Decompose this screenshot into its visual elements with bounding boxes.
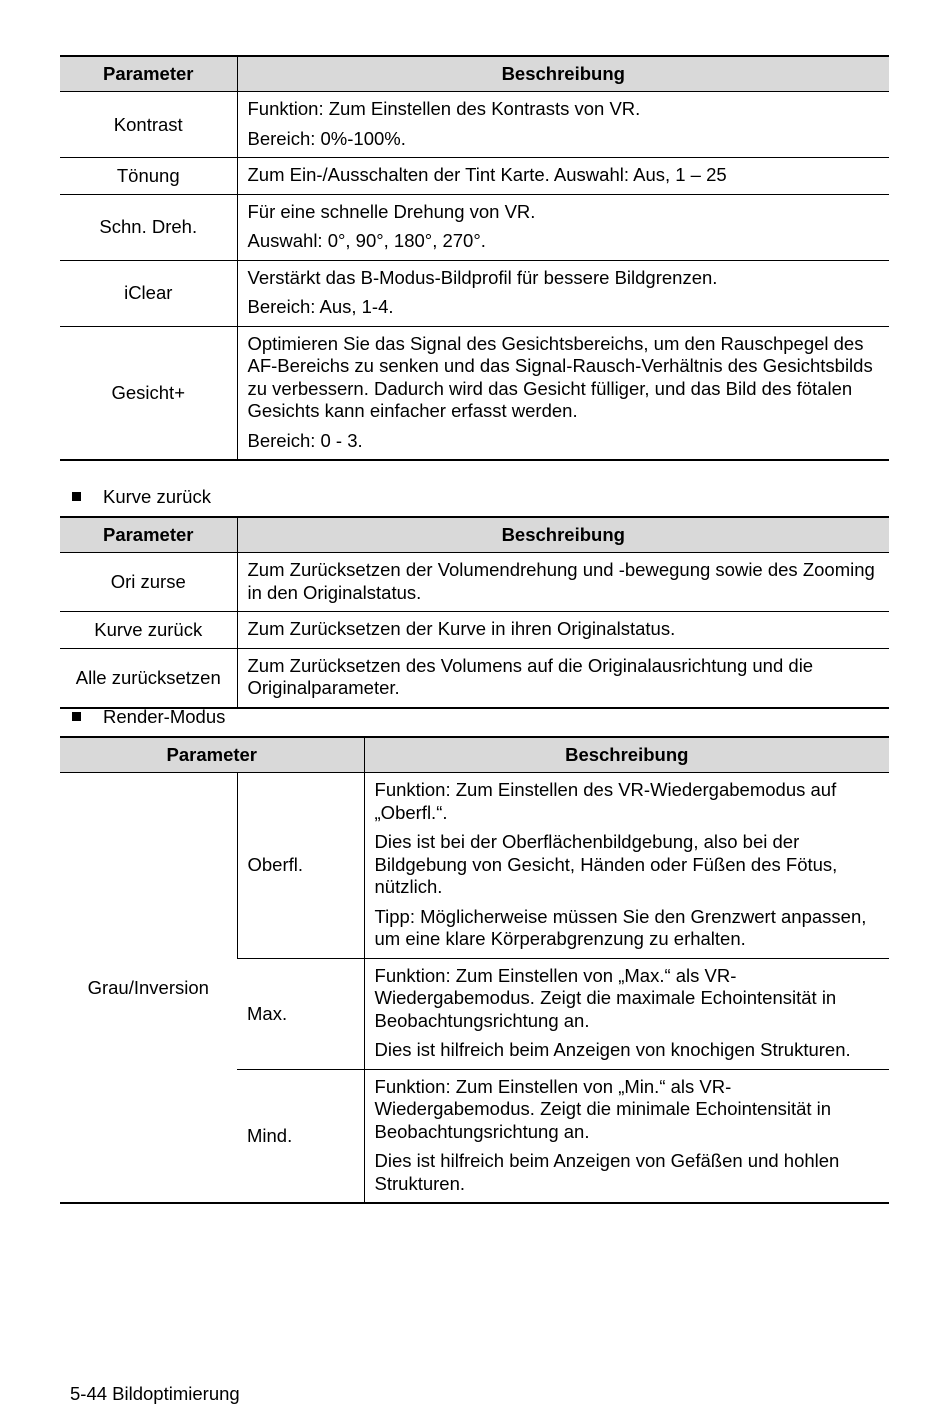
desc-toenung xyxy=(237,158,889,195)
desc-ori-zurse xyxy=(237,553,889,612)
table-row xyxy=(60,326,889,460)
table-row xyxy=(60,612,889,649)
desc-iclear xyxy=(237,260,889,326)
desc-line: Funktion: Zum Einstellen von „Max.“ als VR-Wiedergabemodus. Zeigt die maximale Echointensität in Beobachtungsrichtung an. xyxy=(374,964,837,1031)
desc-line: Bereich: 0%-100%. xyxy=(247,127,406,149)
desc-line: Zum Ein-/Ausschalten der Tint Karte. Auswahl: Aus, 1 – 25 xyxy=(247,164,727,185)
desc-line: Bereich: Aus, 1-4. xyxy=(247,296,394,317)
desc-line: Funktion: Zum Einstellen des Kontrasts von VR. xyxy=(247,98,641,119)
header-description: Beschreibung xyxy=(237,517,889,553)
desc-kontrast xyxy=(237,92,889,158)
desc-line: Optimieren Sie das Signal des Gesichtsbereichs, um den Rauschpegel des AF-Bereichs zu senken und das Signal-Rausch-Verhältnis des Gesichtsbilds zu verbessern. Dadurch wird das Gesicht fülliger, und das Bild des fötalen Gesichts kann einfacher erfasst werden. xyxy=(247,332,873,421)
table-row xyxy=(60,194,889,260)
desc-line: Zum Zurücksetzen des Volumens auf die Originalausrichtung und die Originalparameter. xyxy=(247,654,814,698)
desc-oberfl xyxy=(364,773,889,959)
subparam-max: Max. xyxy=(247,1002,288,1024)
table-row xyxy=(60,260,889,326)
bullet-square-icon xyxy=(72,492,81,501)
param-alle-zuruecksetzen: Alle zurücksetzen xyxy=(75,666,221,688)
table-row xyxy=(60,773,889,959)
desc-max xyxy=(364,958,889,1069)
param-kontrast: Kontrast xyxy=(113,113,183,135)
header-parameter: Parameter xyxy=(60,56,237,92)
desc-line: Zum Zurücksetzen der Kurve in ihren Originalstatus. xyxy=(247,618,676,639)
table-header-row xyxy=(60,56,889,92)
table-header-row xyxy=(60,737,889,773)
desc-line: Auswahl: 0°, 90°, 180°, 270°. xyxy=(247,230,486,251)
param-iclear: iClear xyxy=(124,282,173,303)
desc-alle-zuruecksetzen xyxy=(237,648,889,708)
section-title: Render-Modus xyxy=(103,706,226,727)
parameter-table-reset xyxy=(60,516,889,709)
param-kurve-zurueck: Kurve zurück xyxy=(94,618,203,640)
param-toenung: Tönung xyxy=(116,164,180,186)
page-footer: 5-44 Bildoptimierung xyxy=(70,1383,240,1404)
section-heading-kurve-zurueck xyxy=(72,486,211,508)
desc-line: Bereich: 0 - 3. xyxy=(247,429,363,451)
desc-mind xyxy=(364,1069,889,1203)
desc-line: Dies ist hilfreich beim Anzeigen von Gefäßen und hohlen Strukturen. xyxy=(374,1150,840,1194)
desc-line: Zum Zurücksetzen der Volumendrehung und -bewegung sowie des Zooming in den Originalstatus. xyxy=(247,559,875,603)
header-parameter: Parameter xyxy=(60,517,237,553)
subparam-oberfl: Oberfl. xyxy=(237,773,364,959)
parameter-table-vr xyxy=(60,55,889,461)
desc-line: Funktion: Zum Einstellen des VR-Wiedergabemodus auf „Oberfl.“. xyxy=(374,779,837,823)
bullet-square-icon xyxy=(72,712,81,721)
desc-line: Tipp: Möglicherweise müssen Sie den Grenzwert anpassen, um eine klare Körperabgrenzung zu erhalten. xyxy=(374,905,867,949)
section-title: Kurve zurück xyxy=(103,486,211,507)
header-description: Beschreibung xyxy=(364,737,889,773)
table-row xyxy=(60,158,889,195)
section-heading-render-modus xyxy=(72,706,225,728)
param-schn-dreh: Schn. Dreh. xyxy=(99,216,198,237)
param-ori-zurse: Ori zurse xyxy=(110,571,186,592)
table-row xyxy=(60,648,889,708)
desc-line: Funktion: Zum Einstellen von „Min.“ als VR-Wiedergabemodus. Zeigt die minimale Echointensität in Beobachtungsrichtung an. xyxy=(374,1075,832,1142)
desc-line: Dies ist hilfreich beim Anzeigen von knochigen Strukturen. xyxy=(374,1039,851,1060)
table-row xyxy=(60,553,889,612)
desc-line: Dies ist bei der Oberflächenbildgebung, also bei der Bildgebung von Gesicht, Händen oder Füßen des Fötus, nützlich. xyxy=(374,831,838,897)
desc-gesicht-plus xyxy=(237,326,889,460)
table-header-row xyxy=(60,517,889,553)
param-gesicht-plus: Gesicht+ xyxy=(111,381,186,403)
table-row xyxy=(60,92,889,158)
desc-line: Verstärkt das B-Modus-Bildprofil für bessere Bildgrenzen. xyxy=(247,266,718,288)
header-description: Beschreibung xyxy=(237,56,889,92)
header-parameter: Parameter xyxy=(60,737,364,773)
param-grau-inversion: Grau/Inversion xyxy=(60,773,237,1204)
desc-kurve-zurueck xyxy=(237,612,889,649)
desc-schn-dreh xyxy=(237,194,889,260)
desc-line: Für eine schnelle Drehung von VR. xyxy=(247,200,536,222)
subparam-mind: Mind. xyxy=(247,1124,293,1146)
parameter-table-render-mode xyxy=(60,736,889,1204)
